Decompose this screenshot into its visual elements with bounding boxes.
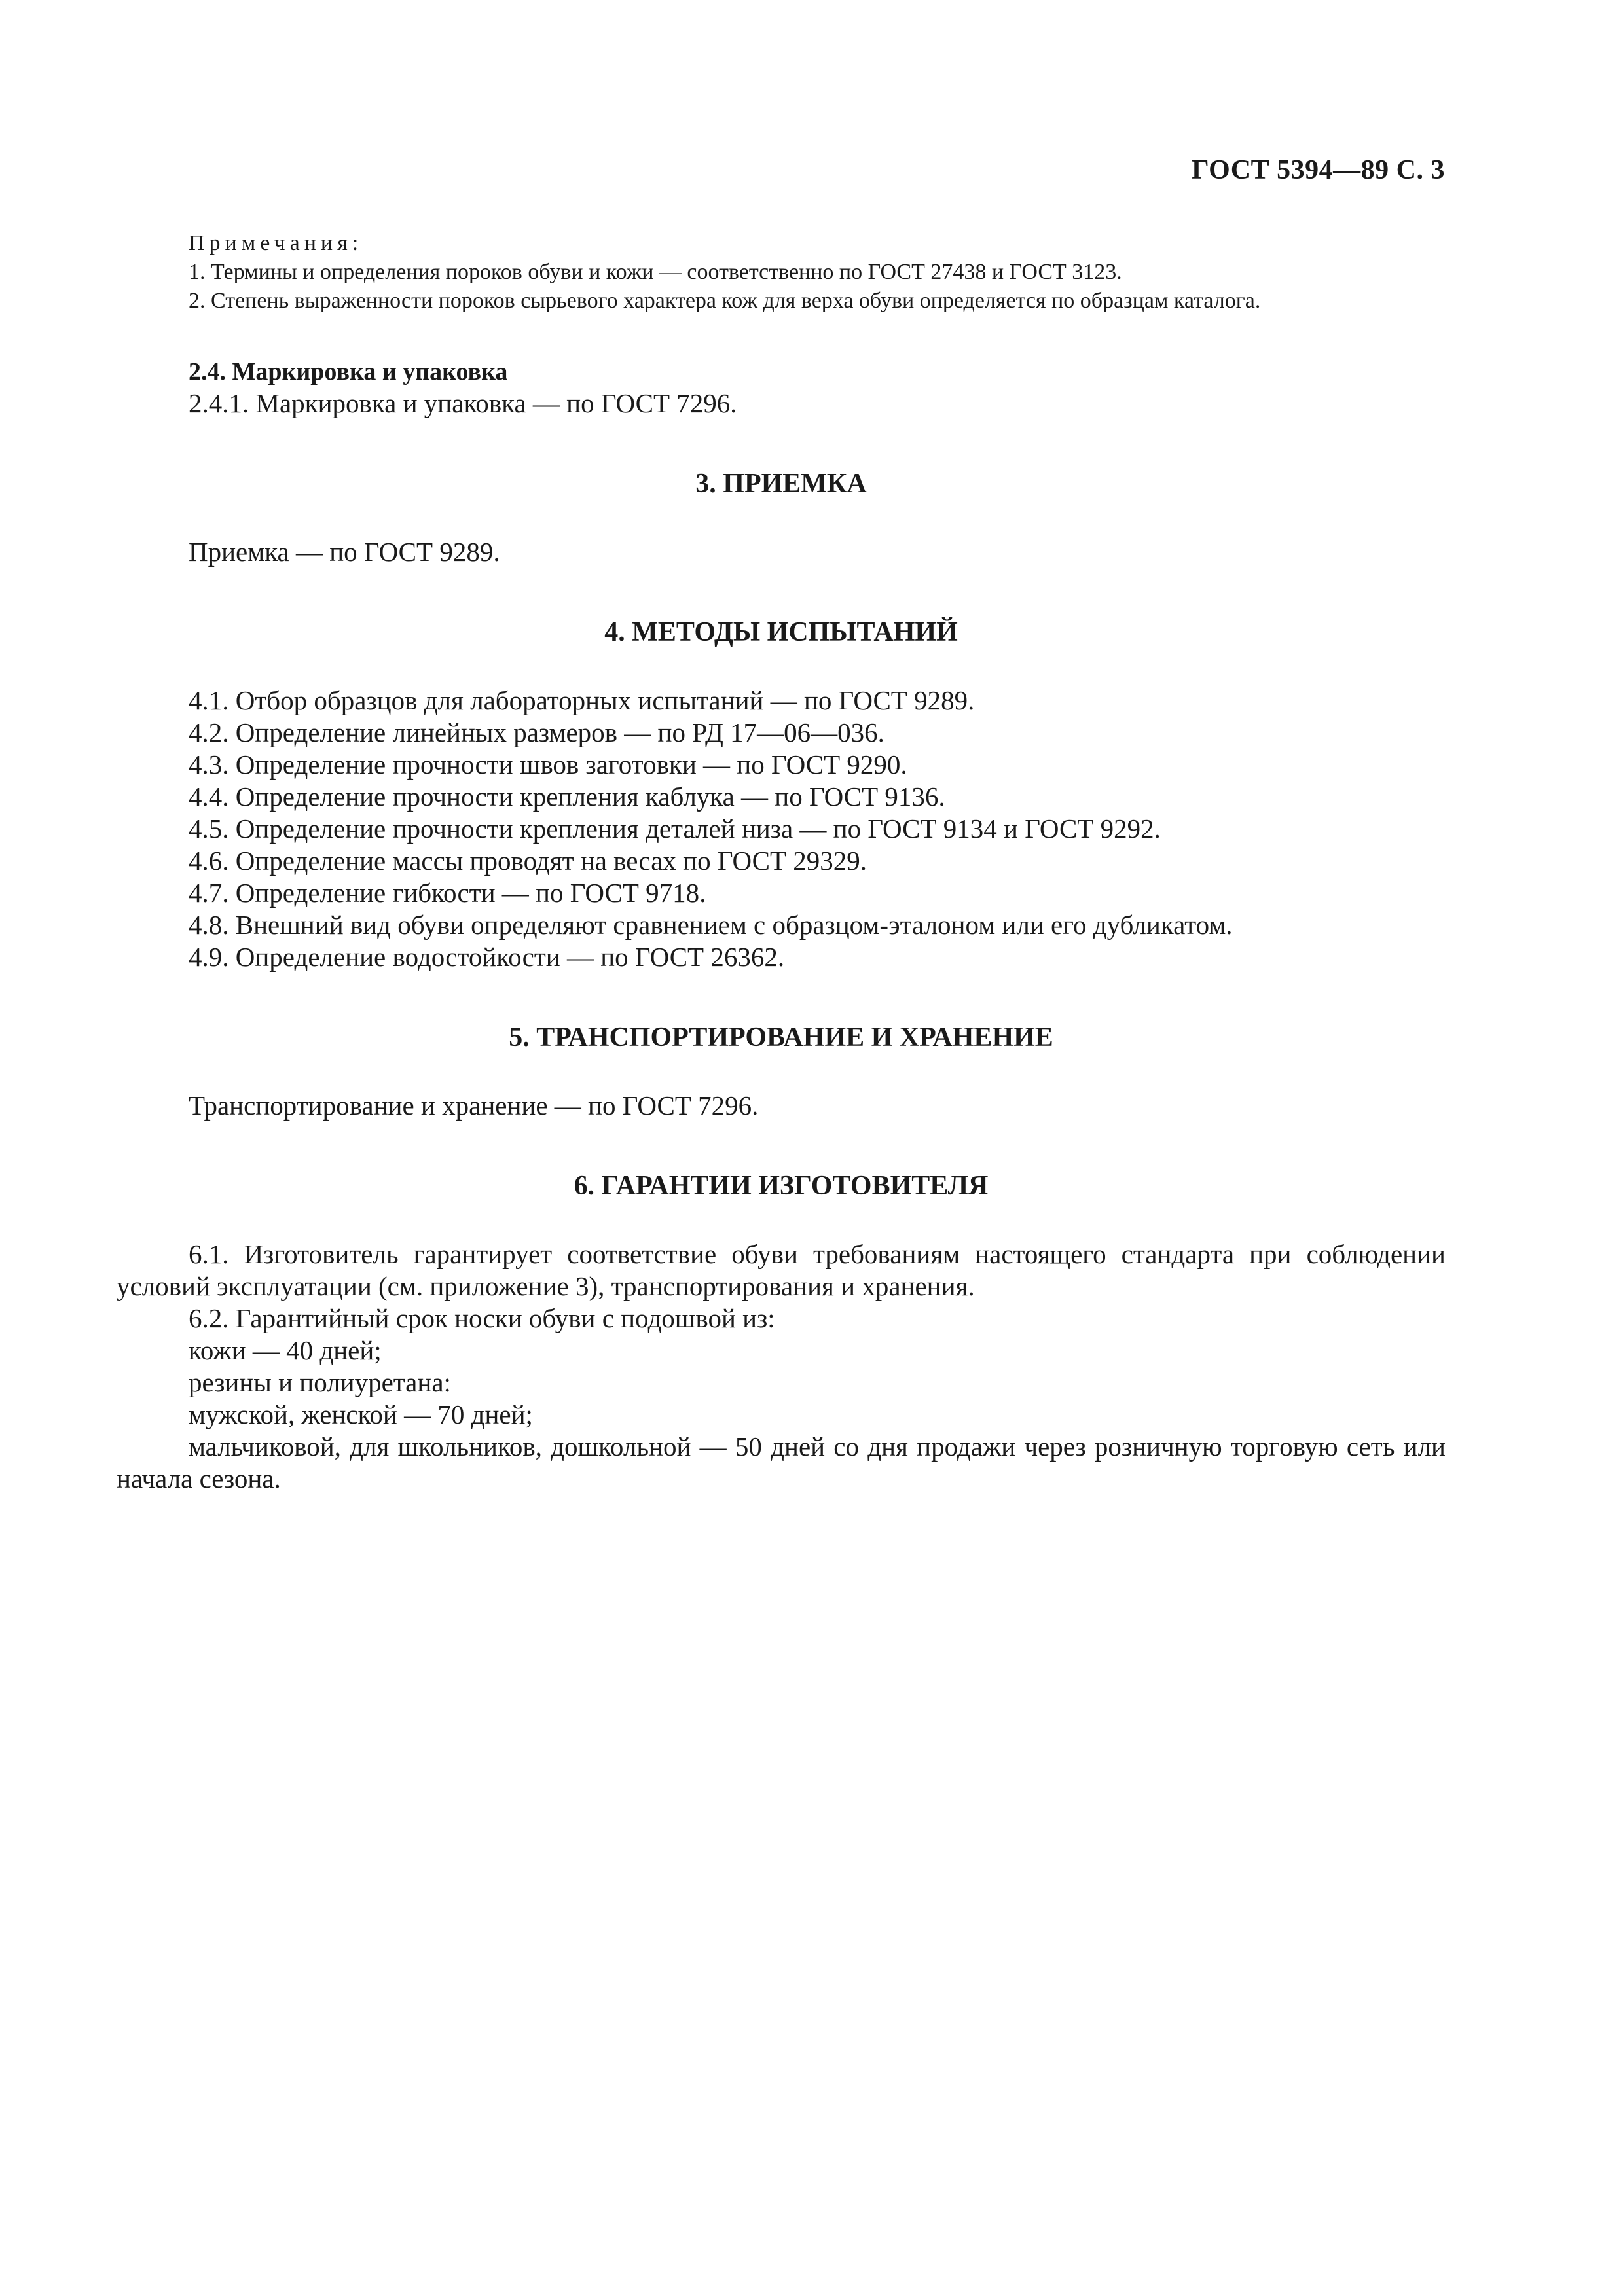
section-6-item-5: мужской, женской — 70 дней;	[189, 1399, 533, 1429]
section-6-item-4: резины и полиуретана:	[189, 1367, 451, 1397]
section-6-heading: 6. ГАРАНТИИ ИЗГОТОВИТЕЛЯ	[574, 1171, 989, 1201]
section-4-item-9: 4.9. Определение водостойкости — по ГОСТ 26362.	[189, 942, 785, 972]
section-3-heading: 3. ПРИЕМКА	[695, 469, 867, 499]
section-6-item-3: кожи — 40 дней;	[189, 1335, 382, 1365]
section-4-body	[117, 685, 1446, 973]
section-4-item-1: 4.1. Отбор образцов для лабораторных испытаний — по ГОСТ 9289.	[189, 685, 975, 715]
section-5-body	[117, 1090, 1446, 1122]
section-4-item-4: 4.4. Определение прочности крепления каблука — по ГОСТ 9136.	[189, 781, 945, 812]
page-header-code: ГОСТ 5394—89 С. 3	[1191, 155, 1445, 185]
section-5-item-1: Транспортирование и хранение — по ГОСТ 7296.	[189, 1090, 759, 1121]
document-content	[117, 229, 1446, 1495]
note-item-1: 1. Термины и определения пороков обуви и кожи — соответственно по ГОСТ 27438 и ГОСТ 3123.	[189, 260, 1122, 284]
section-5-heading: 5. ТРАНСПОРТИРОВАНИЕ И ХРАНЕНИЕ	[509, 1022, 1053, 1052]
section-3-body	[117, 536, 1446, 568]
section-4-item-8: 4.8. Внешний вид обуви определяют сравнением с образцом-эталоном или его дубликатом.	[189, 910, 1233, 940]
note-item-2: 2. Степень выраженности пороков сырьевого характера кож для верха обуви определяется по образцам каталога.	[189, 289, 1261, 313]
section-6-body	[117, 1238, 1446, 1495]
section-4-item-7: 4.7. Определение гибкости — по ГОСТ 9718.	[189, 878, 706, 908]
section-4-heading: 4. МЕТОДЫ ИСПЫТАНИЙ	[604, 617, 958, 647]
section-3-item-1: Приемка — по ГОСТ 9289.	[189, 537, 500, 567]
section-6-item-1: 6.1. Изготовитель гарантирует соответствие обуви требованиям настоящего стандарта при соблюдении условий эксплуатации (см. приложение 3), транспортирования и хранения.	[117, 1239, 1446, 1301]
section-2-4-item-1: 2.4.1. Маркировка и упаковка — по ГОСТ 7296.	[189, 388, 737, 418]
section-4-item-2: 4.2. Определение линейных размеров — по РД 17—06—036.	[189, 717, 884, 747]
section-6-item-2: 6.2. Гарантийный срок носки обуви с подошвой из:	[189, 1303, 775, 1333]
notes-title: Примечания:	[189, 231, 363, 255]
section-6-item-6: мальчиковой, для школьников, дошкольной — 50 дней со дня продажи через розничную торговую сеть или начала сезона.	[117, 1431, 1446, 1494]
section-4-item-6: 4.6. Определение массы проводят на весах по ГОСТ 29329.	[189, 846, 867, 876]
section-2-4-body	[117, 387, 1446, 420]
notes-block	[117, 229, 1446, 315]
section-4-item-5: 4.5. Определение прочности крепления деталей низа — по ГОСТ 9134 и ГОСТ 9292.	[189, 814, 1161, 844]
section-2-4-heading: 2.4. Маркировка и упаковка	[189, 358, 508, 386]
section-4-item-3: 4.3. Определение прочности швов заготовки — по ГОСТ 9290.	[189, 749, 907, 780]
